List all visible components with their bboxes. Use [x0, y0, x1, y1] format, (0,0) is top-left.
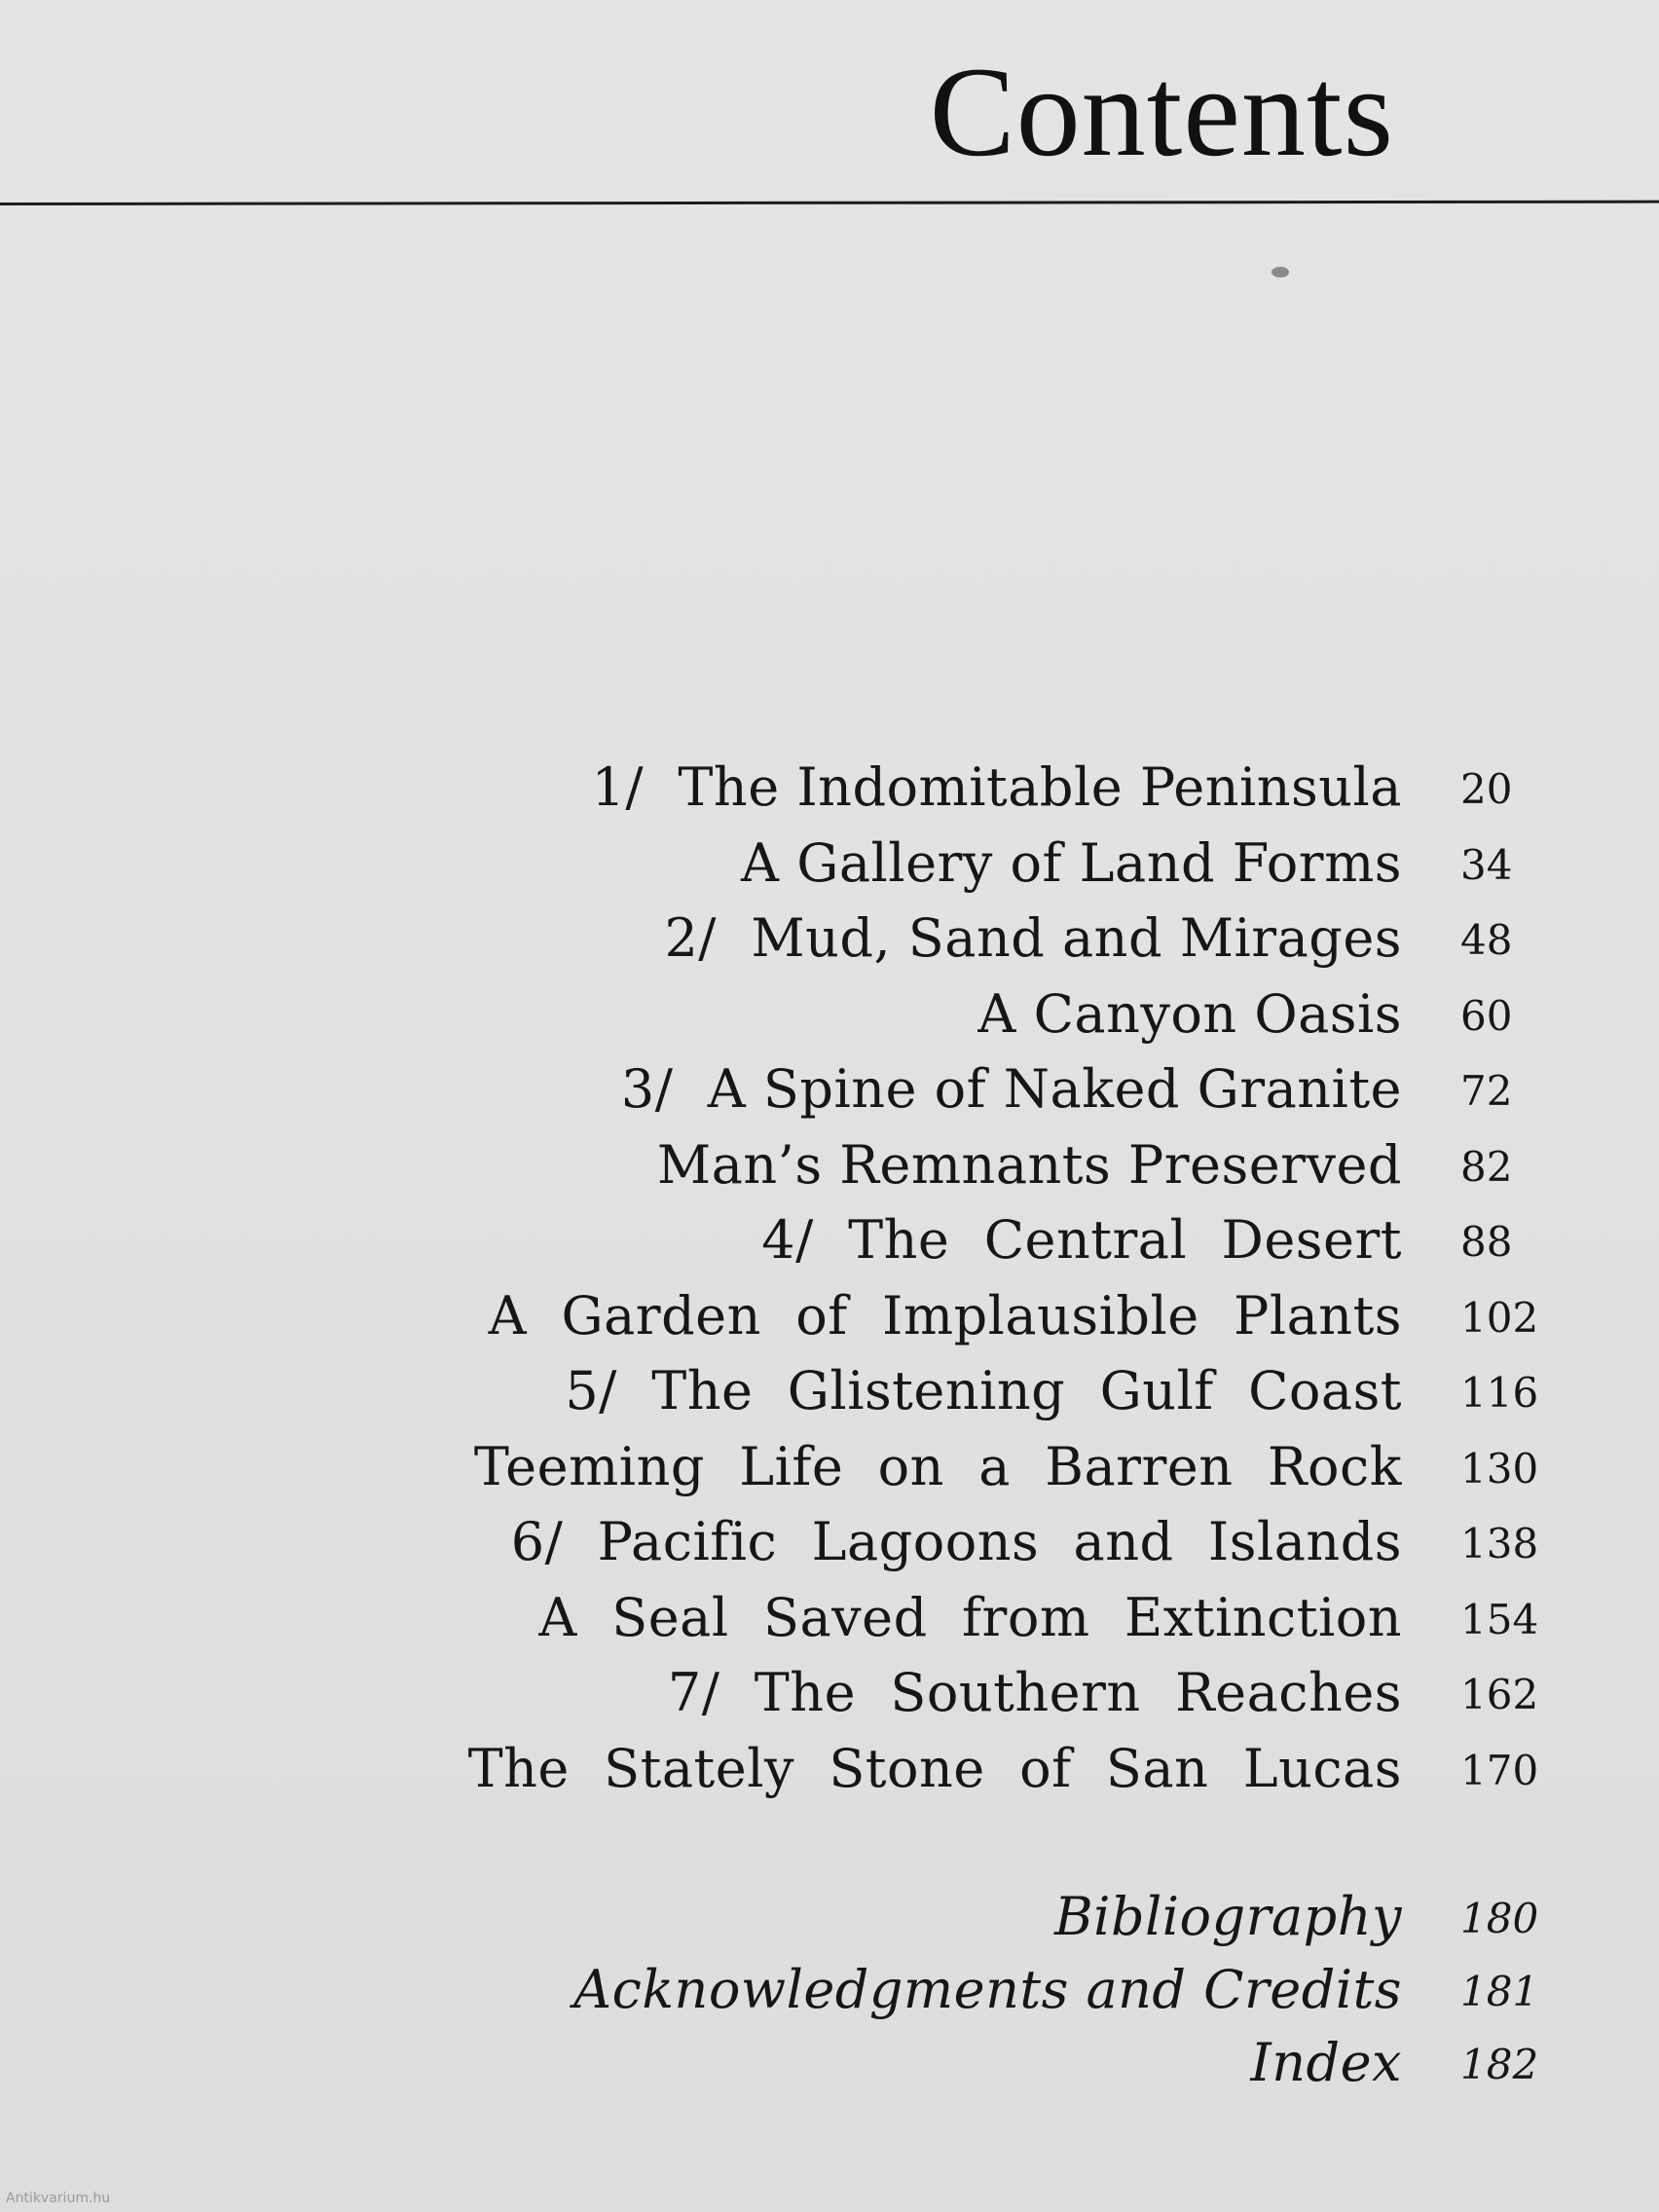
toc-entry-title: A Gallery of Land Forms	[741, 832, 1402, 894]
toc-entry-page: 138	[1460, 1520, 1539, 1567]
toc-entry-page: 82	[1460, 1143, 1513, 1191]
back-matter-title: Acknowledgments and Credits	[573, 1959, 1402, 2020]
back-matter-entry[interactable]	[0, 2025, 1659, 2101]
toc-entry[interactable]	[0, 1278, 1659, 1354]
toc-entry-page: 60	[1460, 992, 1513, 1040]
toc-entry-title: 4/ The Central Desert	[761, 1209, 1402, 1271]
toc-entry-page: 162	[1460, 1671, 1539, 1718]
back-matter-entry[interactable]	[0, 1879, 1659, 1955]
toc-entry-page: 170	[1460, 1747, 1539, 1794]
toc-entry-page: 102	[1460, 1294, 1539, 1342]
toc-entry[interactable]	[0, 1353, 1659, 1429]
toc-entry-title: 2/ Mud, Sand and Mirages	[664, 907, 1402, 969]
toc-entry[interactable]	[0, 1429, 1659, 1505]
toc-entry-page: 72	[1460, 1067, 1513, 1115]
paper-speck	[1272, 267, 1289, 277]
toc-entry[interactable]	[0, 1731, 1659, 1807]
toc-entry[interactable]	[0, 1504, 1659, 1580]
back-matter-page: 181	[1460, 1968, 1539, 2015]
toc-entry-title: 3/ A Spine of Naked Granite	[620, 1058, 1402, 1120]
toc-entry-title: The Stately Stone of San Lucas	[467, 1738, 1402, 1799]
page-title: Contents	[929, 40, 1394, 183]
toc-entry[interactable]	[0, 901, 1659, 977]
toc-entry-title: 7/ The Southern Reaches	[667, 1662, 1402, 1723]
back-matter-title: Bibliography	[1054, 1886, 1402, 1947]
back-matter-title: Index	[1250, 2032, 1402, 2093]
toc-entry-page: 88	[1460, 1218, 1513, 1266]
back-matter-page: 182	[1460, 2041, 1539, 2088]
toc-entry[interactable]	[0, 826, 1659, 902]
toc-entry-page: 48	[1460, 916, 1513, 964]
watermark: Antikvarium.hu	[6, 2191, 111, 2206]
toc-entry-title: 6/ Pacific Lagoons and Islands	[510, 1511, 1402, 1572]
toc-entry[interactable]	[0, 750, 1659, 826]
toc-entry-page: 20	[1460, 765, 1513, 813]
toc-entry-title: Teeming Life on a Barren Rock	[473, 1436, 1402, 1497]
back-matter-page: 180	[1460, 1895, 1539, 1942]
toc-entry-title: 5/ The Glistening Gulf Coast	[565, 1360, 1402, 1421]
toc-entry[interactable]	[0, 1127, 1659, 1203]
toc-entry-page: 116	[1460, 1369, 1539, 1417]
toc-entry[interactable]	[0, 1655, 1659, 1731]
toc-entry-title: Man’s Remnants Preserved	[656, 1134, 1402, 1196]
toc-entry[interactable]	[0, 977, 1659, 1052]
toc-entry[interactable]	[0, 1051, 1659, 1127]
toc-entry-title: A Garden of Implausible Plants	[488, 1285, 1402, 1346]
toc-entry-title: A Canyon Oasis	[977, 983, 1402, 1045]
toc-entry[interactable]	[0, 1580, 1659, 1656]
toc-entry-page: 130	[1460, 1445, 1539, 1493]
toc-entry-page: 34	[1460, 841, 1513, 889]
toc-entry[interactable]	[0, 1202, 1659, 1278]
toc-entry-page: 154	[1460, 1596, 1539, 1643]
back-matter-entry[interactable]	[0, 1952, 1659, 2028]
toc-entry-title: A Seal Saved from Extinction	[538, 1587, 1402, 1648]
toc-entry-title: 1/ The Indomitable Peninsula	[591, 756, 1402, 818]
